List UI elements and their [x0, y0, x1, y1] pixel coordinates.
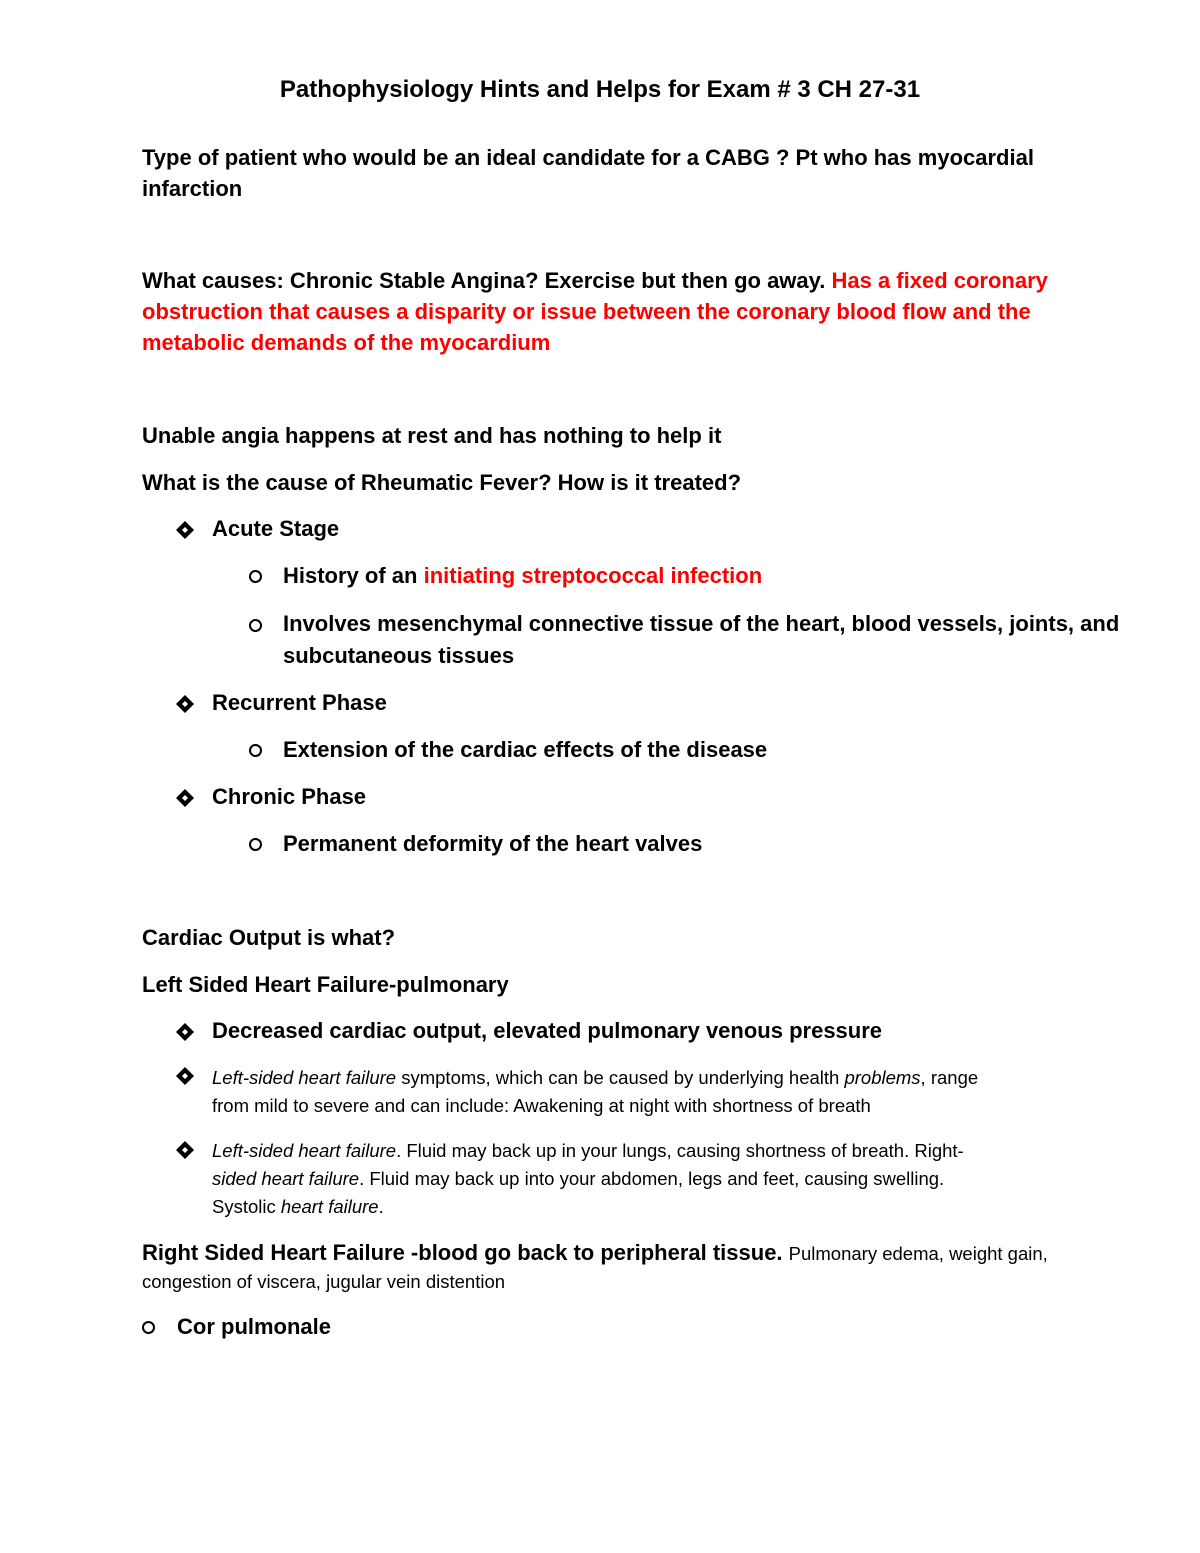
cabg-line-2: infarction — [142, 176, 243, 201]
stage-recurrent-label: Recurrent Phase — [212, 690, 387, 715]
left-hf-bullet-3-line-3 — [212, 1193, 384, 1221]
acute-item-1-prefix: History of an — [283, 563, 424, 588]
left-hf-bullet-2-line-1 — [212, 1064, 978, 1092]
term-sided-hf: sided heart failure — [212, 1168, 360, 1189]
term-heart-failure: heart failure — [280, 1196, 379, 1217]
page-title: Pathophysiology Hints and Helps for Exam # 3 CH 27-31 — [279, 76, 921, 103]
circle-bullet-icon — [249, 838, 262, 851]
left-hf-bullet-3-line-1 — [212, 1137, 964, 1165]
left-hf-bullet-2-line-2: from mild to severe and can include: Awakening at night with shortness of breath — [212, 1095, 871, 1116]
left-hf-heading: Left Sided Heart Failure-pulmonary — [142, 972, 509, 997]
stage-acute-label: Acute Stage — [212, 516, 340, 541]
term-left-sided-hf: Left-sided heart failure — [212, 1067, 397, 1088]
diamond-bullet-icon — [175, 1022, 195, 1042]
right-hf-line-1 — [142, 1237, 1048, 1270]
diamond-bullet-icon — [175, 694, 195, 714]
angina-line-1 — [142, 265, 1048, 297]
rheumatic-question: What is the cause of Rheumatic Fever? How is it treated? — [142, 470, 742, 495]
unstable-angina-text: Unable angia happens at rest and has nothing to help it — [142, 423, 722, 448]
diamond-bullet-icon — [175, 520, 195, 540]
circle-bullet-icon — [249, 744, 262, 757]
right-hf-symptoms: Pulmonary edema, weight gain, — [788, 1243, 1048, 1264]
diamond-bullet-icon — [175, 788, 195, 808]
text-segment: , range — [920, 1067, 979, 1088]
diamond-bullet-icon — [175, 1140, 195, 1160]
right-hf-line-2: congestion of viscera, jugular vein distention — [142, 1271, 506, 1292]
text-segment: symptoms, which can be caused by underlying health — [396, 1067, 845, 1088]
cabg-line-1: Type of patient who would be an ideal candidate for a CABG ? Pt who has myocardial — [142, 145, 1034, 170]
text-segment: Systolic — [212, 1196, 281, 1217]
term-left-sided-hf: Left-sided heart failure — [212, 1140, 397, 1161]
left-hf-bullet-1: Decreased cardiac output, elevated pulmonary venous pressure — [212, 1018, 883, 1043]
recurrent-item: Extension of the cardiac effects of the disease — [283, 737, 768, 762]
angina-answer-start: Has a fixed coronary — [831, 268, 1048, 293]
angina-answer-line-2: obstruction that causes a disparity or issue between the coronary blood flow and the — [142, 299, 1031, 324]
acute-item-2-line-2: subcutaneous tissues — [283, 643, 515, 668]
cardiac-output-question: Cardiac Output is what? — [142, 925, 396, 950]
chronic-item: Permanent deformity of the heart valves — [283, 831, 703, 856]
diamond-bullet-icon — [175, 1066, 195, 1086]
text-segment: . — [378, 1196, 384, 1217]
acute-item-2-line-1: Involves mesenchymal connective tissue of the heart, blood vessels, joints, and — [283, 611, 1120, 636]
right-hf-heading: Right Sided Heart Failure -blood go back to peripheral tissue. — [142, 1240, 789, 1265]
acute-item-1-highlight: initiating streptococcal infection — [423, 563, 763, 588]
angina-answer-line-3: metabolic demands of the myocardium — [142, 330, 551, 355]
circle-bullet-icon — [142, 1321, 155, 1334]
text-segment: . Fluid may back up in your lungs, causing shortness of breath. Right- — [396, 1140, 964, 1161]
cor-pulmonale-item: Cor pulmonale — [177, 1314, 332, 1339]
text-segment: . Fluid may back up into your abdomen, legs and feet, causing swelling. — [359, 1168, 945, 1189]
stage-chronic-label: Chronic Phase — [212, 784, 367, 809]
circle-bullet-icon — [249, 570, 262, 583]
acute-item-1 — [283, 560, 762, 592]
left-hf-bullet-3-line-2 — [212, 1165, 944, 1193]
circle-bullet-icon — [249, 619, 262, 632]
angina-question: What causes: Chronic Stable Angina? Exercise but then go away. — [142, 268, 832, 293]
term-problems: problems — [844, 1067, 921, 1088]
